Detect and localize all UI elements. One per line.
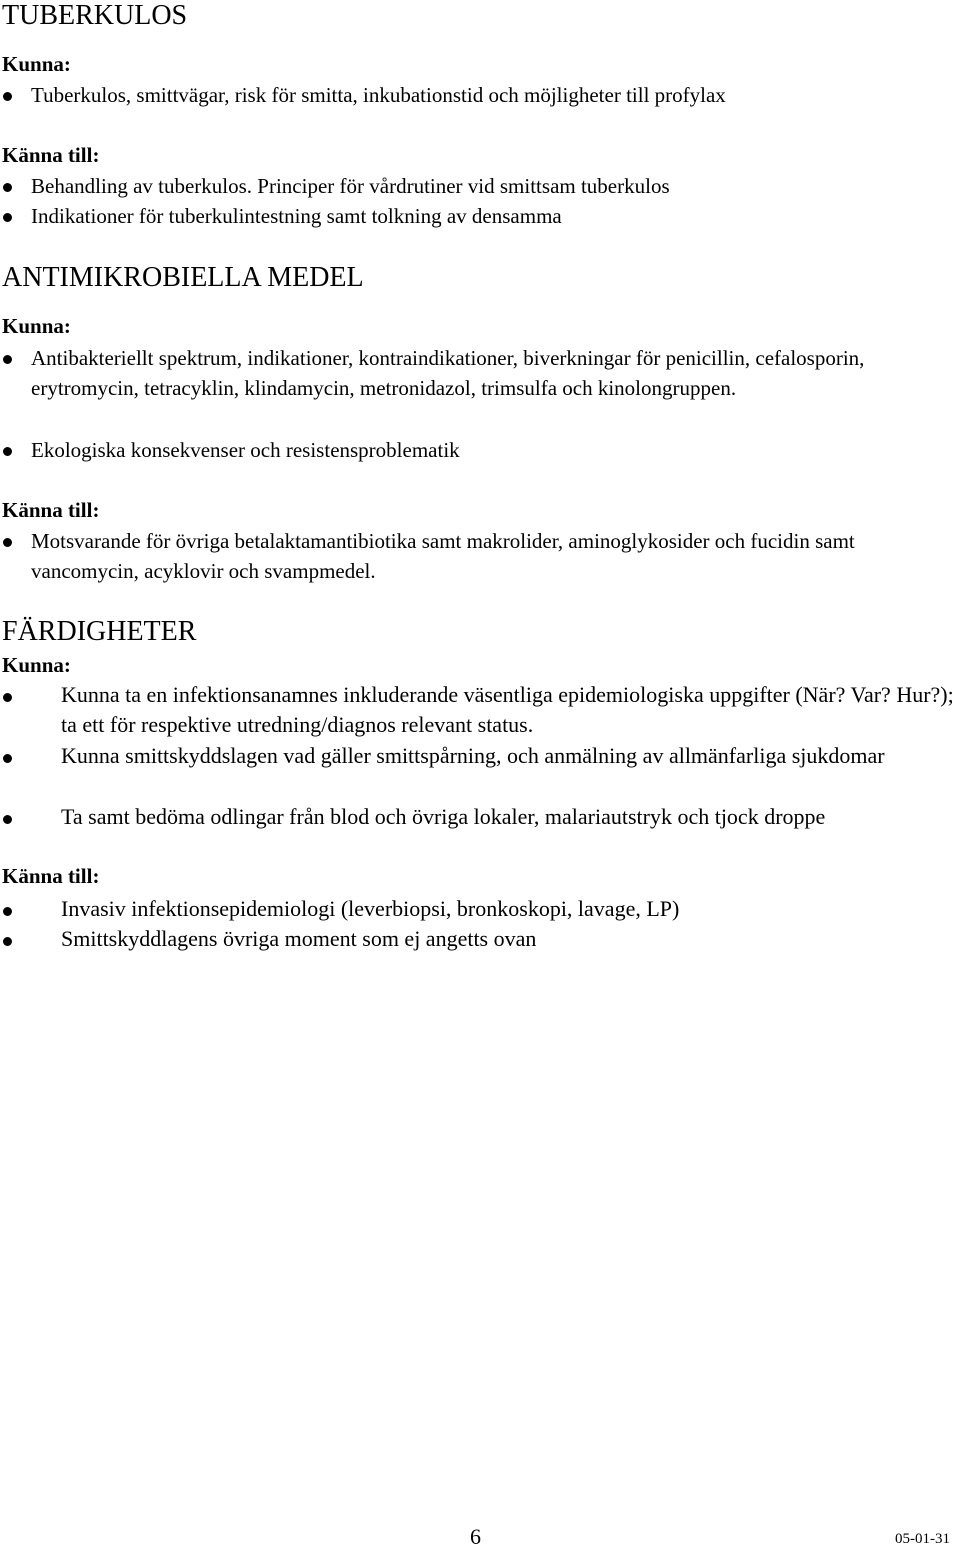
- bullet-icon: [3, 447, 12, 456]
- page-number: 6: [470, 1524, 481, 1549]
- bullet-icon: [3, 693, 12, 702]
- label-kanna-till: Känna till:: [2, 498, 100, 522]
- section-heading-antimikrobiella: ANTIMIKROBIELLA MEDEL: [2, 262, 364, 293]
- bullet-icon: [3, 815, 12, 824]
- bullet-icon: [3, 213, 12, 222]
- list-item-text: Tuberkulos, smittvägar, risk för smitta, inkubationstid och möjligheter till profylax: [31, 83, 726, 107]
- list-item-text: Invasiv infektionsepidemiologi (leverbiopsi, bronkoskopi, lavage, LP): [61, 896, 680, 921]
- label-kunna: Kunna:: [2, 52, 71, 76]
- label-kanna-till: Känna till:: [2, 864, 100, 888]
- bullet-icon: [3, 355, 12, 364]
- list-item-text: Smittskyddlagens övriga moment som ej angetts ovan: [61, 926, 537, 951]
- list-item-text: Indikationer för tuberkulintestning samt tolkning av densamma: [31, 204, 562, 228]
- list-item-text: Kunna smittskyddslagen vad gäller smittspårning, och anmälning av allmänfarliga sjukdomar: [61, 743, 885, 768]
- bullet-icon: [3, 183, 12, 192]
- section-heading-tuberkulos: TUBERKULOS: [2, 0, 188, 31]
- footer-date: 05-01-31: [895, 1531, 950, 1547]
- list-item-text: Ekologiska konsekvenser och resistensproblematik: [31, 438, 460, 462]
- list-item-text: Behandling av tuberkulos. Principer för vårdrutiner vid smittsam tuberkulos: [31, 174, 670, 198]
- section-heading-fardigheter: FÄRDIGHETER: [2, 616, 197, 647]
- label-kanna-till: Känna till:: [2, 143, 100, 167]
- bullet-icon: [3, 538, 12, 547]
- list-item-text: Motsvarande för övriga betalaktamantibiotika samt makrolider, aminoglykosider och fucidin samt vancomycin, acyklovir och svampmedel.: [31, 529, 855, 583]
- label-kunna: Kunna:: [2, 653, 71, 677]
- bullet-icon: [3, 92, 12, 101]
- label-kunna: Kunna:: [2, 314, 71, 338]
- bullet-icon: [3, 937, 12, 946]
- bullet-icon: [3, 754, 12, 763]
- list-item-text: Ta samt bedöma odlingar från blod och övriga lokaler, malariautstryk och tjock droppe: [61, 804, 826, 829]
- list-item-text: Kunna ta en infektionsanamnes inkluderande väsentliga epidemiologiska uppgifter (När? Var? Hur?); ta ett för respektive utredning/diagnos relevant status.: [61, 682, 954, 737]
- bullet-icon: [3, 907, 12, 916]
- list-item-text: Antibakteriellt spektrum, indikationer, kontraindikationer, biverkningar för penicillin, cefalosporin, erytromycin, tetracyklin, klindamycin, metronidazol, trimsulfa och kinolongruppen.: [31, 346, 865, 400]
